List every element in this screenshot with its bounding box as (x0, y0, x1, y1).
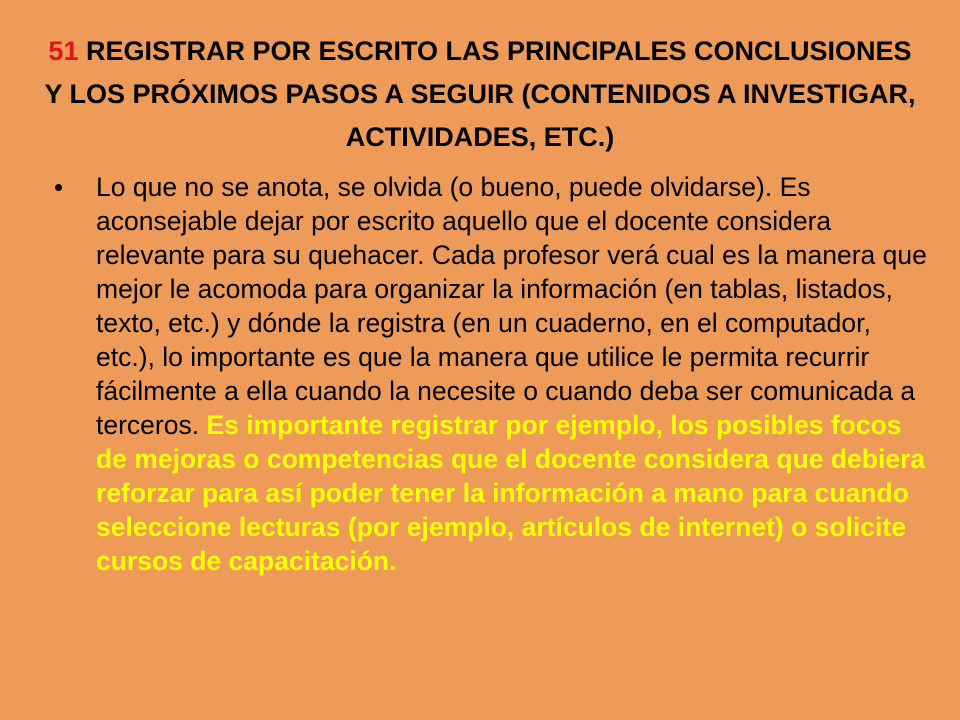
slide-content (54, 170, 934, 578)
body-text: Lo que no se anota, se olvida (o bueno, puede olvidarse). Es aconsejable dejar por escrito aquello que el docente considera relevante para su quehacer. Cada profesor verá cual es la manera que mejor le acomoda para organizar la información (en tablas, listados, texto, etc.) y dónde la registra (en un cuaderno, en el computador, etc.), lo importante es que la manera que utilice le permita recurrir fácilmente a ella cuando la necesite o cuando deba ser comunicada a terceros. (96, 172, 927, 440)
slide-title-text: REGISTRAR POR ESCRITO LAS PRINCIPALES CONCLUSIONES Y LOS PRÓXIMOS PASOS A SEGUIR (CONTENIDOS A INVESTIGAR, ACTIVIDADES, ETC.) (44, 36, 916, 152)
bullet-icon: • (54, 172, 64, 202)
highlighted-text: Es importante registrar por ejemplo, los posibles focos de mejoras o competencias que el docente considera que debiera reforzar para así poder tener la información a mano para cuando seleccione lecturas (por ejemplo, artículos de internet) o solicite cursos de capacitación. (96, 410, 926, 576)
bullet-text (96, 170, 934, 578)
slide-title (40, 30, 920, 159)
bullet-item (54, 170, 934, 578)
slide-number: 51 (48, 36, 79, 66)
